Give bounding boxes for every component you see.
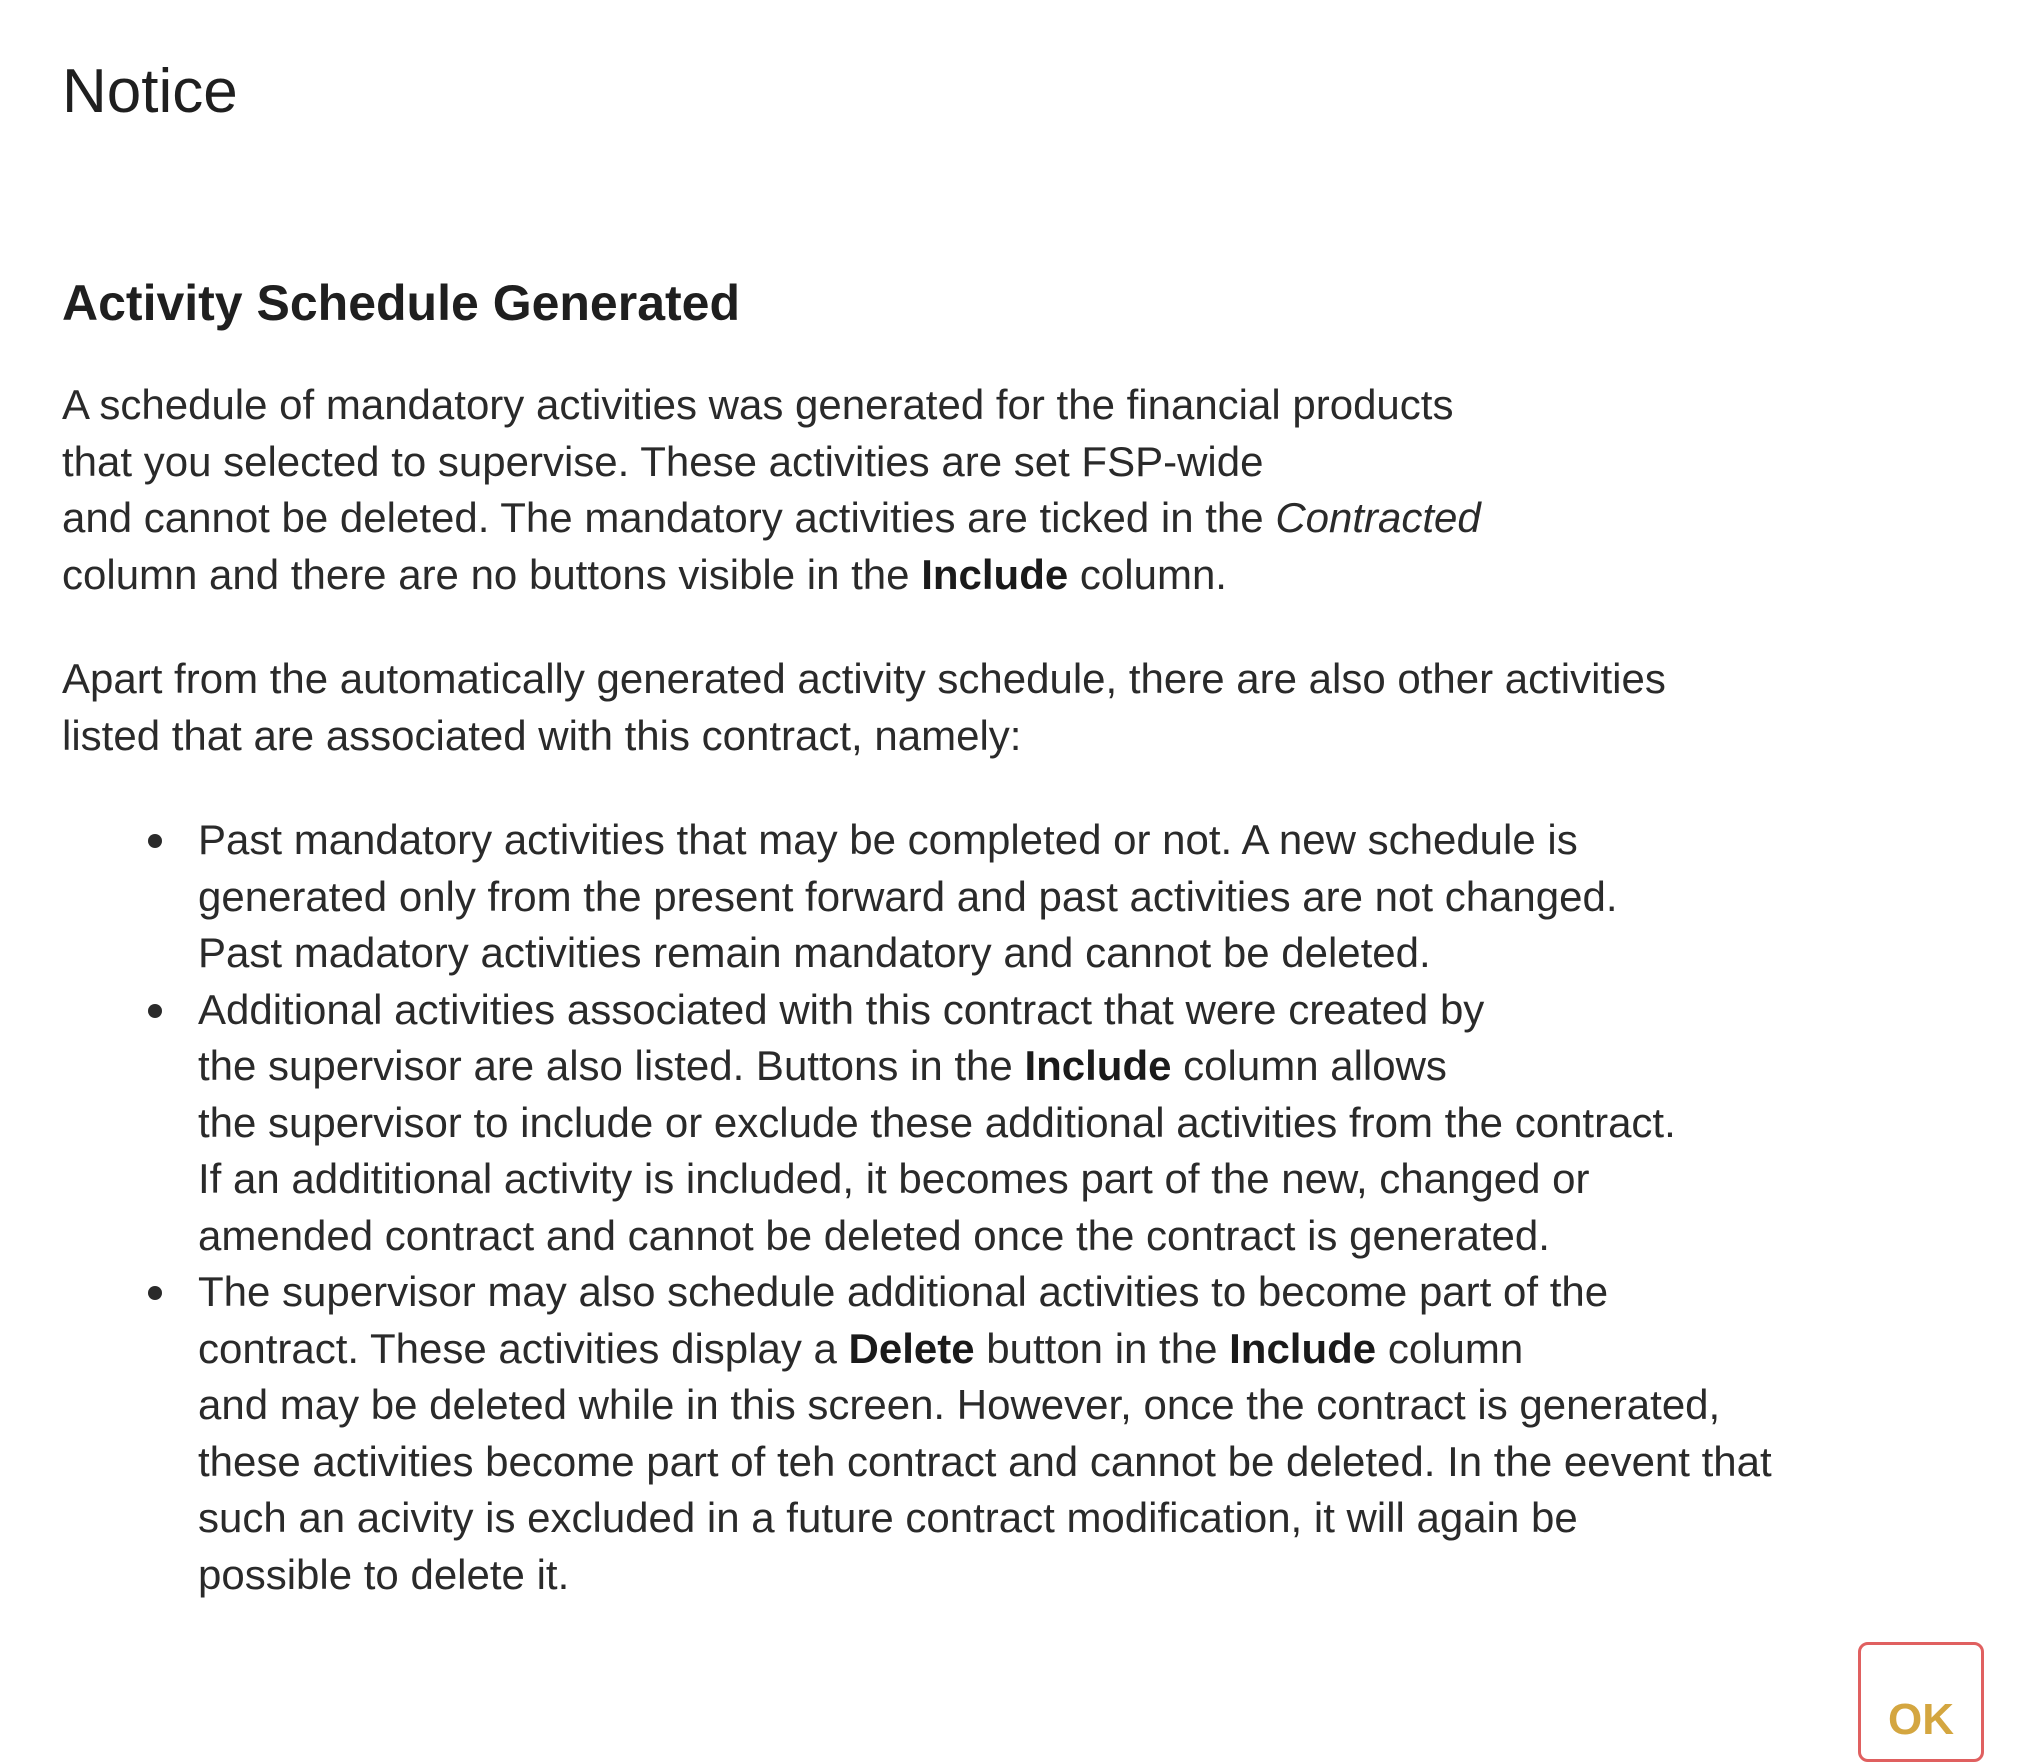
list-item [198,1264,1992,1603]
text-line: The supervisor may also schedule additional activities to become part of the [198,1268,1609,1315]
text-fragment: and cannot be deleted. The mandatory activities are ticked in the [62,494,1276,541]
delete-term: Delete [848,1324,975,1372]
dialog-title: Notice [62,57,238,126]
text-line: listed that are associated with this contract, namely: [62,711,1022,759]
text-fragment: contract. These activities display a [198,1324,849,1372]
ok-button[interactable]: OK [1858,1642,1984,1762]
text-line: possible to delete it. [198,1550,570,1598]
text-line [62,547,1992,604]
contracted-term: Contracted [1275,494,1481,541]
text-line: Past mandatory activities that may be completed or not. A new schedule is [198,816,1578,863]
text-line [62,490,1992,547]
text-line: these activities become part of teh contract and cannot be deleted. In the eevent that [198,1437,1772,1485]
include-term: Include [921,550,1069,598]
text-line: If an addititional activity is included, it becomes part of the new, changed or [198,1155,1590,1202]
text-line: that you selected to supervise. These activities are set FSP-wide [62,437,1264,485]
activity-bullet-list [62,812,1992,1603]
text-fragment: column and there are no buttons visible in the [62,550,922,598]
text-line: such an acivity is excluded in a future contract modification, it will again be [198,1494,1578,1541]
text-line: Past madatory activities remain mandatory and cannot be deleted. [198,929,1431,976]
other-activities-paragraph [62,651,1992,764]
text-line: the supervisor to include or exclude these additional activities from the contract. [198,1098,1676,1146]
text-line: A schedule of mandatory activities was generated for the financial products [62,381,1454,428]
include-term: Include [1024,1042,1172,1089]
text-line: Apart from the automatically generated activity schedule, there are also other activities [62,655,1666,702]
text-fragment: button in the [974,1324,1230,1372]
bullet-dot-icon [148,1286,162,1300]
bullet-dot-icon [148,1004,162,1018]
text-line: and may be deleted while in this screen. However, once the contract is generated, [198,1381,1721,1428]
text-fragment: column. [1068,550,1227,598]
text-line: generated only from the present forward and past activities are not changed. [198,872,1618,920]
text-line: Additional activities associated with this contract that were created by [198,985,1485,1033]
bullet-dot-icon [148,834,162,848]
section-heading: Activity Schedule Generated [62,275,741,331]
text-fragment: column allows [1171,1042,1447,1089]
include-term: Include [1229,1324,1377,1372]
intro-paragraph [62,377,1992,603]
text-fragment: column [1376,1324,1524,1372]
text-line [198,1038,1992,1095]
list-item [198,982,1992,1265]
text-fragment: the supervisor are also listed. Buttons in the [198,1042,1025,1089]
list-item [198,812,1992,982]
text-line [198,1321,1992,1378]
text-line: amended contract and cannot be deleted once the contract is generated. [198,1211,1550,1259]
dialog-content [62,270,1992,1603]
